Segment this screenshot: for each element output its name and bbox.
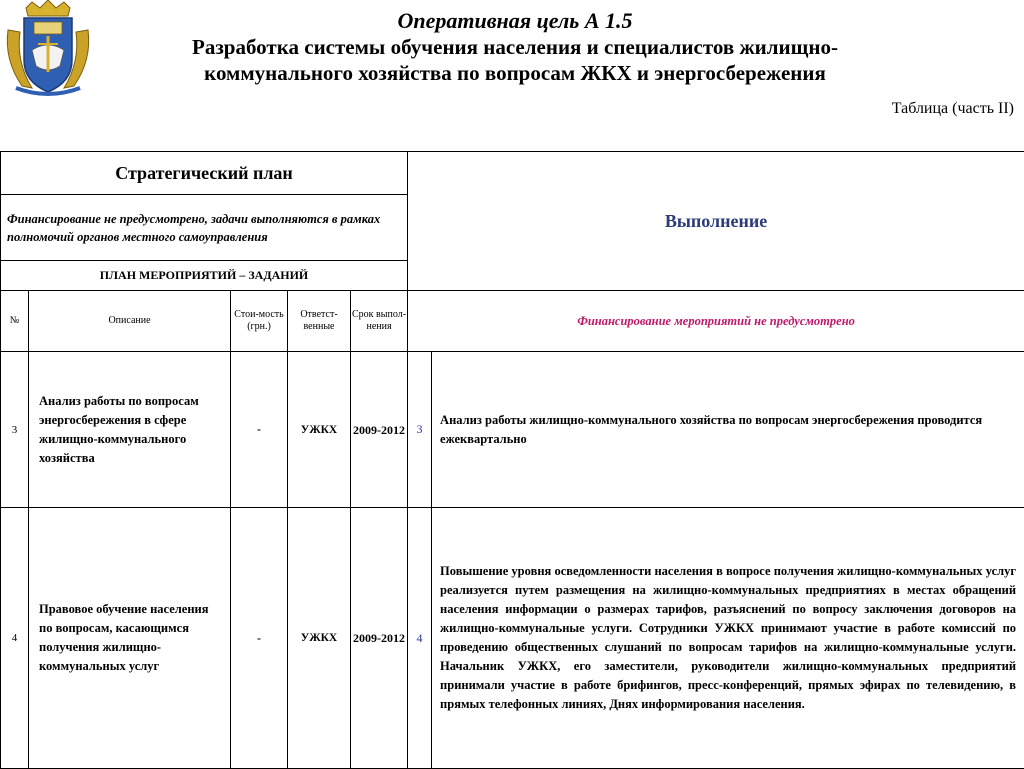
- row-number: 3: [1, 352, 29, 508]
- row-cost: -: [231, 508, 288, 769]
- coat-of-arms-logo: [2, 0, 94, 100]
- row-term: 2009-2012: [351, 352, 408, 508]
- column-header-no: №: [1, 291, 29, 352]
- page-heading: [95, 8, 935, 86]
- row-number: 4: [1, 508, 29, 769]
- row-description: Анализ работы по вопросам энергосбережения в сфере жилищно-коммунального хозяйства: [29, 352, 231, 508]
- result-number: 3: [408, 352, 432, 508]
- plan-header: ПЛАН МЕРОПРИЯТИЙ – ЗАДАНИЙ: [1, 261, 408, 291]
- plan-table: [0, 151, 1024, 769]
- table-part-label: Таблица (часть II): [892, 100, 1014, 118]
- row-term: 2009-2012: [351, 508, 408, 769]
- strategic-plan-header: Стратегический план: [1, 152, 408, 195]
- row-responsible: УЖКХ: [288, 352, 351, 508]
- execution-header: Выполнение: [408, 152, 1024, 291]
- goal-title: Оперативная цель А 1.5: [95, 8, 935, 34]
- financing-not-provided: Финансирование мероприятий не предусмотрено: [408, 291, 1024, 352]
- title-line-1: Разработка системы обучения населения и специалистов жилищно-: [95, 34, 935, 60]
- row-result: Повышение уровня осведомленности населения в вопросе получения жилищно-коммунальных услуг реализуется путем размещения на жилищно-коммунальных предприятиях в местах обращений населения информации о размерах тарифов, разъяснений по вопросу заключения договоров на жилищно-коммунальные услуги. Сотрудники УЖКХ принимают участие в работе комиссий по проведению общественных слушаний по вопросам тарифов на жилищно-коммунальные услуги. Начальник УЖКХ, его заместители, руководители жилищно-коммунальных предприятий принимали участие в работе брифингов, пресс-конференций, прямых эфирах по телевидению, в прямых телефонных линиях, Днях информирования населения.: [432, 508, 1024, 769]
- column-header-term: Срок выпол-нения: [351, 291, 408, 352]
- column-header-description: Описание: [29, 291, 231, 352]
- table-row: [1, 508, 1024, 769]
- financing-note: Финансирование не предусмотрено, задачи выполняются в рамках полномочий органов местного самоуправления: [1, 195, 408, 261]
- row-result: Анализ работы жилищно-коммунального хозяйства по вопросам энергосбережения проводится ежеквартально: [432, 352, 1024, 508]
- row-cost: -: [231, 352, 288, 508]
- result-number: 4: [408, 508, 432, 769]
- title-line-2: коммунального хозяйства по вопросам ЖКХ и энергосбережения: [95, 60, 935, 86]
- table-row: [1, 352, 1024, 508]
- column-header-cost: Стои-мость (грн.): [231, 291, 288, 352]
- column-header-responsible: Ответст-венные: [288, 291, 351, 352]
- row-responsible: УЖКХ: [288, 508, 351, 769]
- row-description: Правовое обучение населения по вопросам, касающимся получения жилищно-коммунальных услуг: [29, 508, 231, 769]
